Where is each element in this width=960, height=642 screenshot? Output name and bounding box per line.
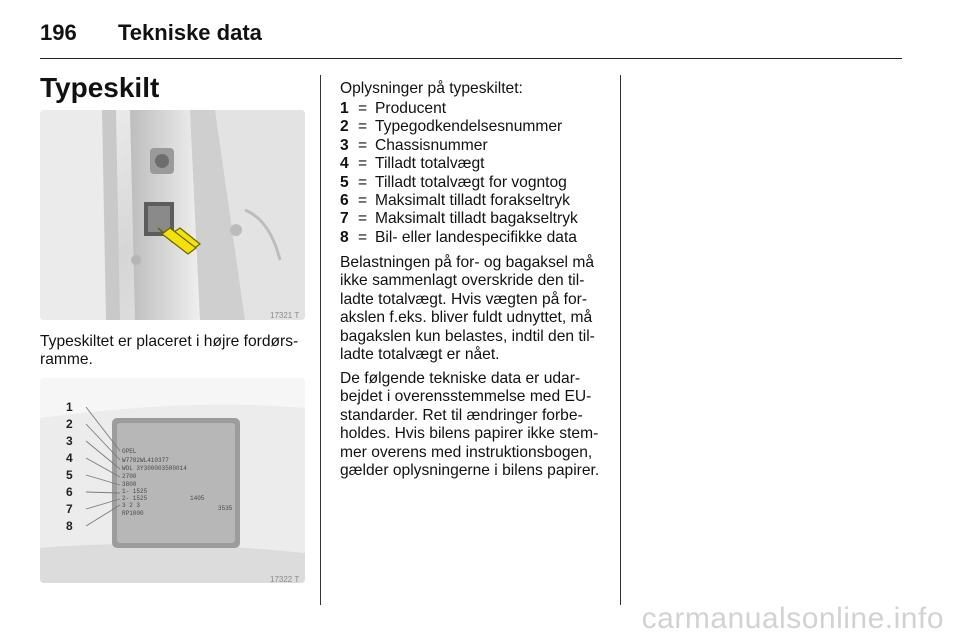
list-text: Bil- eller landespecifikke data xyxy=(375,228,577,246)
paragraph-line: bagakslen kun belastes, indtil den til- xyxy=(340,327,595,345)
list-number: 5 xyxy=(340,173,349,191)
list-text: Typegodkendelsesnummer xyxy=(375,118,563,136)
list-equals: = xyxy=(358,173,368,191)
paragraph-line: mer overens med instruktionsbogen, xyxy=(340,443,593,461)
paragraph-line: holdes. Hvis bilens papirer ikke stem- xyxy=(340,425,599,443)
plate-line: 3 2 3 xyxy=(122,502,141,509)
caption-line: Typeskiltet er placeret i højre fordørs- xyxy=(40,333,299,350)
paragraph-line: ikke sammenlagt overskride den til- xyxy=(340,272,585,290)
plate-line: 2- 1525 xyxy=(122,495,148,502)
list-text: Chassisnummer xyxy=(375,136,488,154)
page-header xyxy=(40,16,900,56)
callout-4: 4 xyxy=(66,451,73,465)
page-number: 196 xyxy=(40,20,77,45)
paragraph-axle-load xyxy=(340,254,615,364)
callout-3: 3 xyxy=(66,434,73,448)
list-item xyxy=(340,192,610,210)
figure1-code: 17321 T xyxy=(270,311,300,320)
figure2-code: 17322 T xyxy=(270,575,300,584)
list-item xyxy=(340,210,610,228)
section-title: Typeskilt xyxy=(40,72,160,103)
list-text: Tilladt totalvægt for vogntog xyxy=(375,173,567,191)
plate-line: 3800 xyxy=(122,481,137,488)
column-divider-left xyxy=(320,75,321,605)
list-equals: = xyxy=(358,228,368,246)
type-plate-legend xyxy=(340,100,610,247)
type-plate-photo xyxy=(40,378,305,583)
plate-line: 1405 xyxy=(190,495,205,502)
list-number: 3 xyxy=(340,136,349,154)
callout-7: 7 xyxy=(66,502,73,516)
paragraph-line: ladte totalvægt. Hvis vægten på for- xyxy=(340,290,588,308)
caption xyxy=(40,333,312,370)
list-equals: = xyxy=(358,210,368,228)
column-divider-right xyxy=(620,75,621,605)
list-item xyxy=(340,118,610,136)
plate-line: W7782WL410377 xyxy=(122,457,169,464)
paragraph-line: standarder. Ret til ændringer forbe- xyxy=(340,406,583,424)
list-equals: = xyxy=(358,136,368,154)
plate-line: 1- 1525 xyxy=(122,488,148,495)
paragraph-line: akslen f.eks. bliver fuldt udnyttet, må xyxy=(340,309,593,327)
list-number: 8 xyxy=(340,228,349,246)
callout-6: 6 xyxy=(66,485,73,499)
chapter-title: Tekniske data xyxy=(118,20,262,45)
plate-line: RP1000 xyxy=(122,510,144,517)
list-number: 1 xyxy=(340,100,349,117)
caption-line: ramme. xyxy=(40,351,93,369)
paragraph-line: Belastningen på for- og bagaksel må xyxy=(340,254,594,271)
list-equals: = xyxy=(358,100,368,117)
list-item xyxy=(340,155,610,173)
plate-line: 2700 xyxy=(122,473,137,480)
list-equals: = xyxy=(358,155,368,173)
callout-8: 8 xyxy=(66,519,73,533)
callout-2: 2 xyxy=(66,417,73,431)
plate-line: 3535 xyxy=(218,505,233,512)
list-number: 6 xyxy=(340,191,349,209)
paragraph-technical-data xyxy=(340,370,615,480)
list-item xyxy=(340,229,610,247)
paragraph-line: gælder oplysningerne i bilens papirer. xyxy=(340,462,600,480)
list-text: Producent xyxy=(375,100,447,117)
paragraph-line: bejdet i overensstemmelse med EU- xyxy=(340,388,592,406)
list-number: 2 xyxy=(340,118,349,136)
list-item xyxy=(340,100,610,118)
list-text: Tilladt totalvægt xyxy=(375,155,485,173)
plate-line: WOL 3Y300003500014 xyxy=(122,465,187,472)
list-equals: = xyxy=(358,191,368,209)
list-intro: Oplysninger på typeskiltet: xyxy=(340,80,523,97)
header-rule xyxy=(40,58,902,59)
callout-5: 5 xyxy=(66,468,73,482)
list-text: Maksimalt tilladt bagakseltryk xyxy=(375,210,578,228)
watermark: carmanualsonline.info xyxy=(641,602,944,635)
door-frame-photo xyxy=(40,110,305,320)
plate-line: OPEL xyxy=(122,448,137,455)
paragraph-line: ladte totalvægt er nået. xyxy=(340,346,500,364)
paragraph-line: De følgende tekniske data er udar- xyxy=(340,370,581,387)
list-item xyxy=(340,137,610,155)
list-number: 4 xyxy=(340,155,349,173)
list-number: 7 xyxy=(340,210,349,228)
callout-1: 1 xyxy=(66,400,73,414)
list-text: Maksimalt tilladt forakseltryk xyxy=(375,191,570,209)
list-item xyxy=(340,174,610,192)
list-equals: = xyxy=(358,118,368,136)
